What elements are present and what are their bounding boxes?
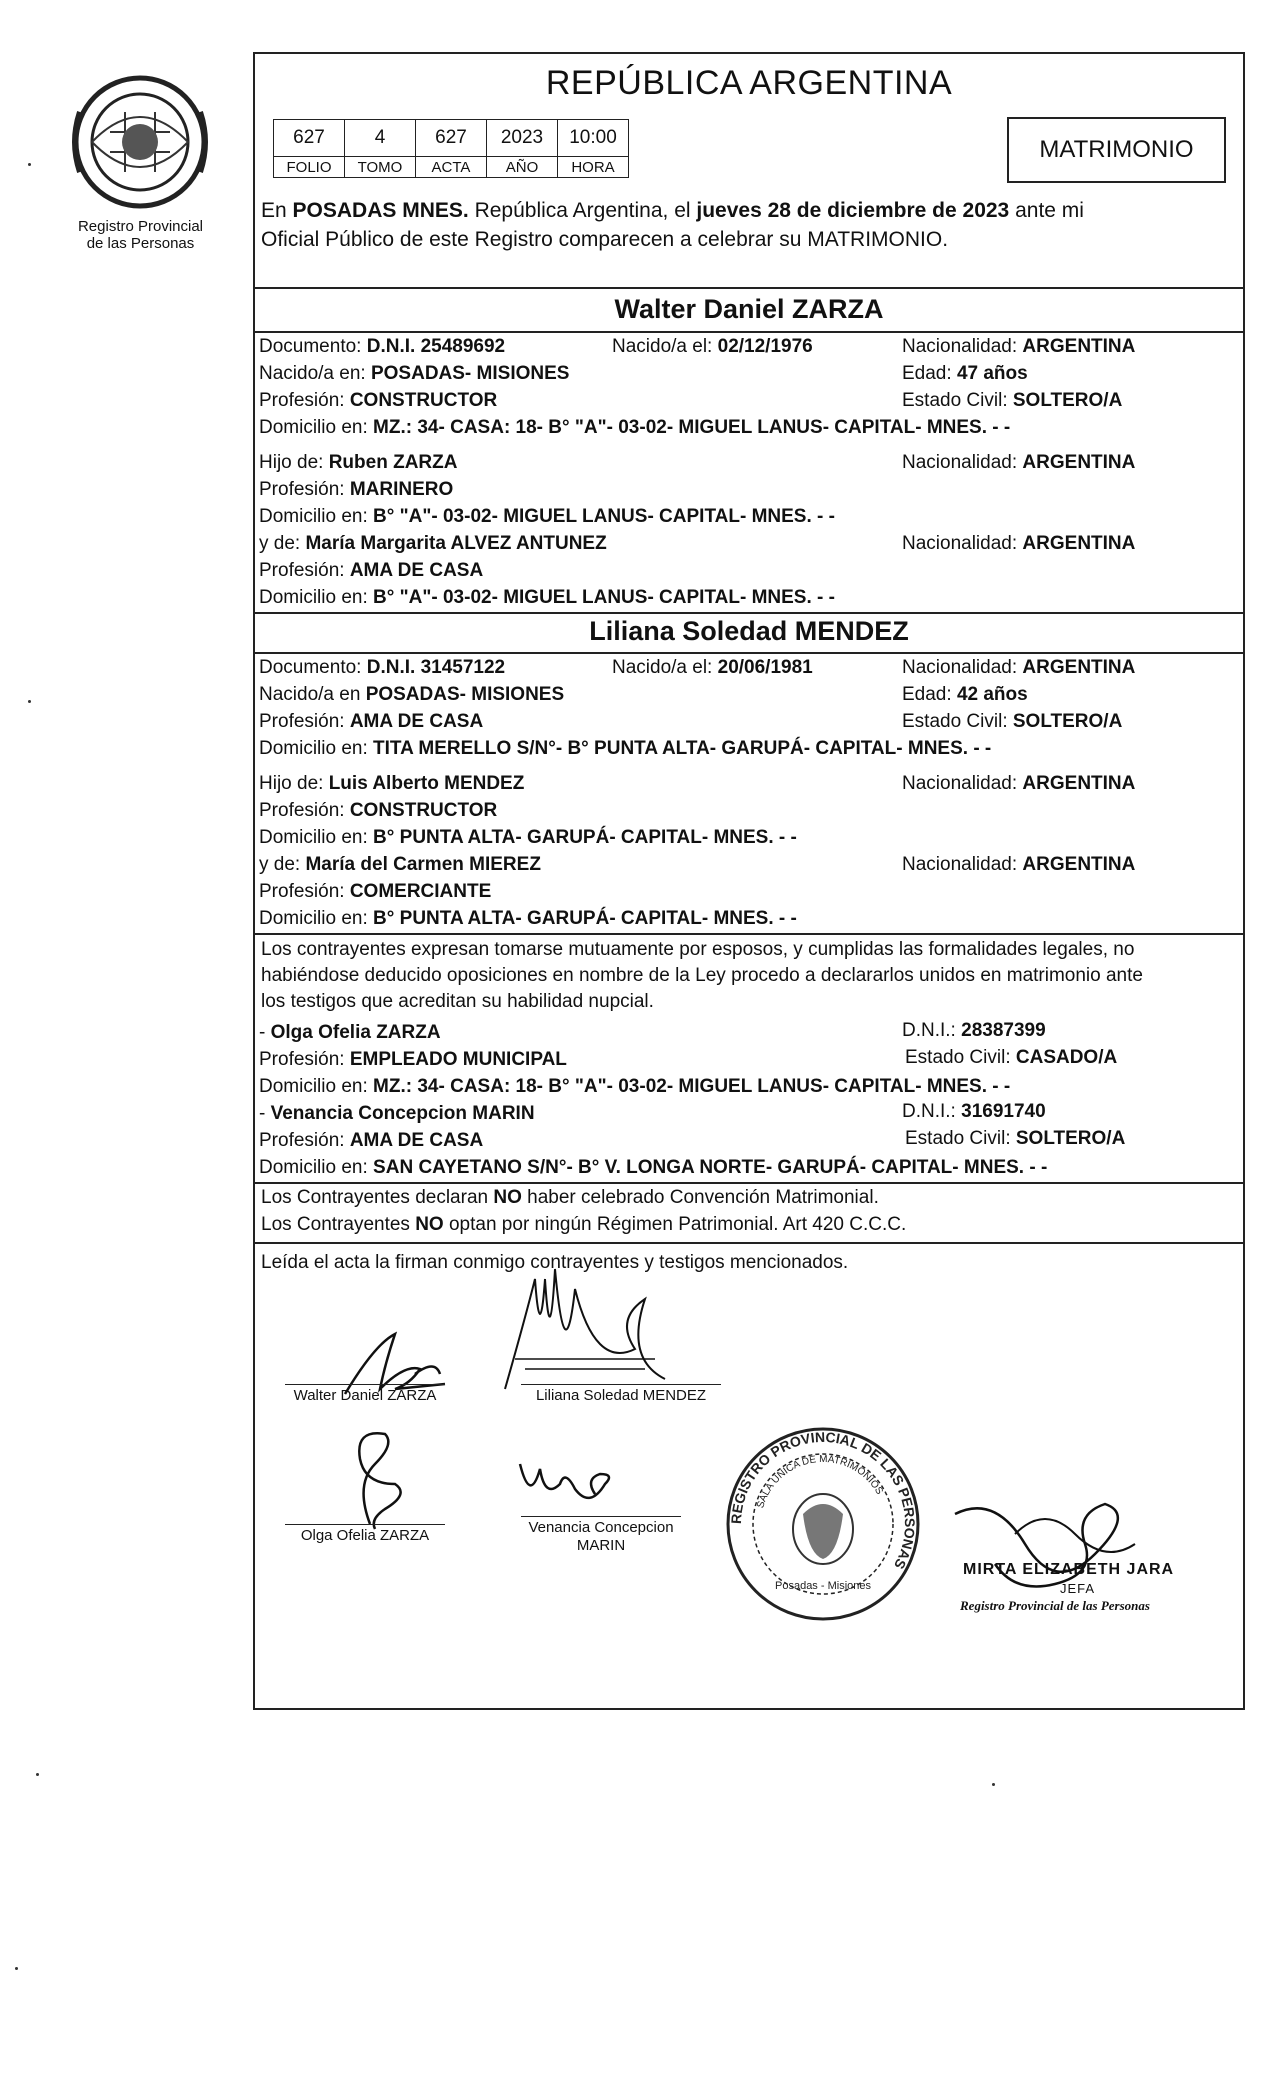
scan-dot [992,1783,995,1786]
groom-mother-nationality: Nacionalidad: ARGENTINA [902,533,1136,554]
witness1-dni: D.N.I.: 28387399 [902,1020,1046,1041]
tomo-label: TOMO [345,157,416,178]
signature-line [285,1384,445,1385]
witness1-signature [315,1424,435,1534]
seal-ring-text: REGISTRO PROVINCIAL DE LAS PERSONAS [727,1428,919,1572]
acta-value: 627 [416,120,487,157]
witness1-profession: Profesión: EMPLEADO MUNICIPAL [259,1049,567,1070]
groom-name: Walter Daniel ZARZA [614,294,884,324]
groom-address: Domicilio en: MZ.: 34- CASA: 18- B° "A"- 03-02- MIGUEL LANUS- CAPITAL- MNES. - - [259,417,1011,438]
scan-dot [28,700,31,703]
witness2-name: - Venancia Concepcion MARIN [259,1103,535,1124]
patrimonial-regime-statement: Los Contrayentes NO optan por ningún Régimen Patrimonial. Art 420 C.C.C. [261,1214,907,1235]
signature-line [521,1384,721,1385]
bride-profession: Profesión: AMA DE CASA [259,711,484,732]
seal-inner-text: SALA UNICA DE MATRIMONIOS [755,1453,885,1510]
bride-name: Liliana Soledad MENDEZ [589,616,909,646]
witness1-civil-status: Estado Civil: CASADO/A [905,1047,1118,1068]
groom-signature-name: Walter Daniel ZARZA [293,1387,437,1404]
hour-label: HORA [558,157,629,178]
bride-mother-profession: Profesión: COMERCIANTE [259,881,492,902]
bride-mother-nationality: Nacionalidad: ARGENTINA [902,854,1136,875]
bride-birthplace: Nacido/a en POSADAS- MISIONES [259,684,565,705]
marriage-certificate [253,52,1245,1710]
bride-mother-address: Domicilio en: B° PUNTA ALTA- GARUPÁ- CAPITAL- MNES. - - [259,908,797,929]
year-value: 2023 [487,120,558,157]
acta-label: ACTA [416,157,487,178]
divider [255,1182,1243,1184]
bride-nationality: Nacionalidad: ARGENTINA [902,657,1136,678]
divider [255,1242,1243,1244]
bride-father: Hijo de: Luis Alberto MENDEZ [259,773,525,794]
divider [255,331,1243,333]
logo-caption: Registro Provincial de las Personas [77,218,204,252]
witness1-signature-name: Olga Ofelia ZARZA [300,1527,430,1544]
bride-birthdate: Nacido/a el: 20/06/1981 [612,657,813,678]
act-type-box: MATRIMONIO [1007,117,1226,183]
bride-father-profession: Profesión: CONSTRUCTOR [259,800,498,821]
bride-father-address: Domicilio en: B° PUNTA ALTA- GARUPÁ- CAPITAL- MNES. - - [259,827,797,848]
witness2-signature-name: Venancia Concepcion MARIN [528,1519,674,1554]
bride-civil-status: Estado Civil: SOLTERO/A [902,711,1123,732]
record-table [273,119,629,178]
groom-mother: y de: María Margarita ALVEZ ANTUNEZ [259,533,607,554]
witness2-address: Domicilio en: SAN CAYETANO S/N°- B° V. LONGA NORTE- GARUPÁ- CAPITAL- MNES. - - [259,1157,1048,1178]
bride-age: Edad: 42 años [902,684,1028,705]
divider [255,933,1243,935]
groom-age: Edad: 47 años [902,363,1028,384]
divider [255,612,1243,614]
witness2-dni: D.N.I.: 31691740 [902,1101,1046,1122]
official-name: MIRTA ELIZABETH JARA [963,1561,1175,1578]
hour-value: 10:00 [558,120,629,157]
convention-statement: Los Contrayentes declaran NO haber celebrado Convención Matrimonial. [261,1187,879,1208]
bride-address: Domicilio en: TITA MERELLO S/N°- B° PUNTA ALTA- GARUPÁ- CAPITAL- MNES. - - [259,738,992,759]
groom-document: Documento: D.N.I. 25489692 [259,336,506,357]
groom-father-profession: Profesión: MARINERO [259,479,454,500]
official-seal [723,1424,923,1624]
signature-line [521,1516,681,1517]
groom-father-nationality: Nacionalidad: ARGENTINA [902,452,1136,473]
bride-signature-name: Liliana Soledad MENDEZ [535,1387,707,1404]
official-role: JEFA [1060,1581,1096,1596]
groom-civil-status: Estado Civil: SOLTERO/A [902,390,1123,411]
svg-text:SALA UNICA DE MATRIMONIOS [755,1454,885,1510]
witness1-name: - Olga Ofelia ZARZA [259,1022,441,1043]
groom-mother-address: Domicilio en: B° "A"- 03-02- MIGUEL LANUS- CAPITAL- MNES. - - [259,587,835,608]
groom-birthplace: Nacido/a en: POSADAS- MISIONES [259,363,570,384]
groom-profession: Profesión: CONSTRUCTOR [259,390,498,411]
divider [255,652,1243,654]
signature-line [285,1524,445,1525]
groom-nationality: Nacionalidad: ARGENTINA [902,336,1136,357]
seal-bottom-text: Posadas - Misiones [775,1580,871,1592]
divider [255,287,1243,289]
closing-text: Leída el acta la firman conmigo contrayentes y testigos mencionados. [261,1252,849,1273]
groom-father-address: Domicilio en: B° "A"- 03-02- MIGUEL LANUS- CAPITAL- MNES. - - [259,506,835,527]
scan-dot [36,1773,39,1776]
declaration-text: Los contrayentes expresan tomarse mutuamente por esposos, y cumplidas las formalidades legales, no habiéndose deducido oposiciones en nombre de la Ley procedo a declararlos unidos en matrimonio ante los testigos que acreditan su habilidad nupcial. [261,939,1143,1012]
bride-document: Documento: D.N.I. 31457122 [259,657,506,678]
official-office: Registro Provincial de las Personas [960,1598,1150,1613]
folio-value: 627 [274,120,345,157]
bride-father-nationality: Nacionalidad: ARGENTINA [902,773,1136,794]
registry-logo [70,72,210,212]
groom-mother-profession: Profesión: AMA DE CASA [259,560,484,581]
scan-dot [15,1967,18,1970]
bride-mother: y de: María del Carmen MIEREZ [259,854,541,875]
country-title: REPÚBLICA ARGENTINA [545,64,953,102]
witness2-profession: Profesión: AMA DE CASA [259,1130,484,1151]
tomo-value: 4 [345,120,416,157]
witness2-civil-status: Estado Civil: SOLTERO/A [905,1128,1126,1149]
witness2-signature [515,1454,625,1514]
groom-birthdate: Nacido/a el: 02/12/1976 [612,336,813,357]
groom-father: Hijo de: Ruben ZARZA [259,452,458,473]
scan-dot [28,163,31,166]
year-label: AÑO [487,157,558,178]
intro-text: En POSADAS MNES. República Argentina, el jueves 28 de diciembre de 2023 ante mi Oficial Público de este Registro comparecen a celebrar su MATRIMONIO. [261,199,1084,251]
witness1-address: Domicilio en: MZ.: 34- CASA: 18- B° "A"- 03-02- MIGUEL LANUS- CAPITAL- MNES. - - [259,1076,1011,1097]
folio-label: FOLIO [274,157,345,178]
